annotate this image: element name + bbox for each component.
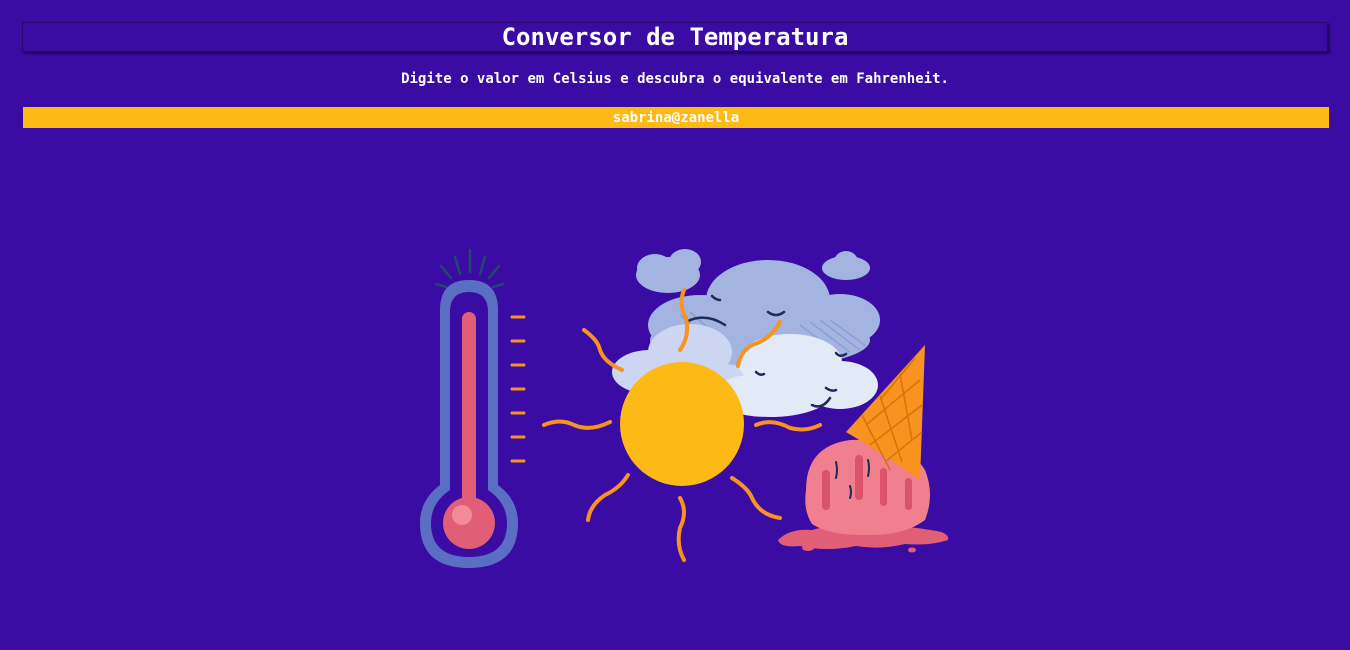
thermometer-icon [420,250,524,568]
page-subtitle: Digite o valor em Celsius e descubra o equivalente em Fahrenheit. [401,71,949,87]
author-label: sabrina@zanella [612,109,740,126]
page-title: Conversor de Temperatura [501,23,849,51]
author-bar [23,107,1329,128]
weather-illustration [400,230,980,590]
title-bar [22,22,1328,52]
